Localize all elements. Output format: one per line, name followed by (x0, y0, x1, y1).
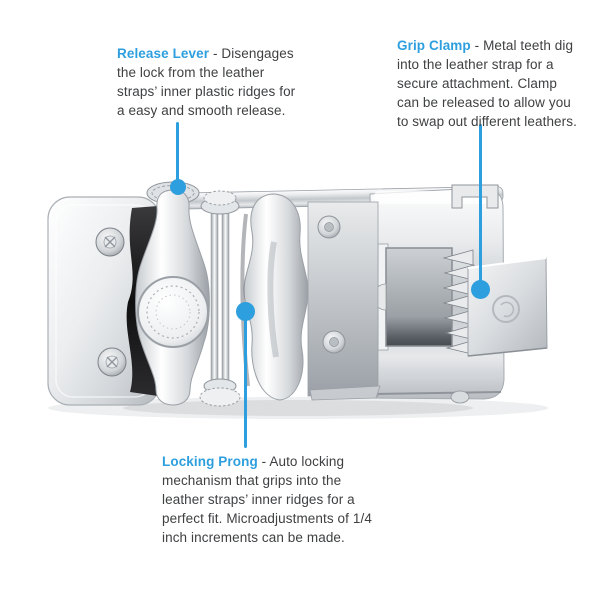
locking-prong-part (242, 194, 308, 400)
rivet (318, 216, 340, 238)
grip-clamp-callout-line (479, 124, 482, 286)
locking-prong-callout-line (244, 312, 247, 448)
release-lever-annotation-title: Release Lever (117, 46, 210, 61)
locking-prong-annotation-body: - Auto locking mechanism that grips into the leather straps’ inner ridges for a perfect fit. Microadjustments of 1/4 inch increments can be made. (162, 454, 372, 545)
rivet (323, 331, 345, 353)
buckle-mid-plate (308, 202, 380, 400)
grip-clamp-annotation-title: Grip Clamp (397, 38, 471, 53)
frame-screw (98, 348, 126, 376)
grip-clamp-annotation-body: - Metal teeth dig into the leather strap for a secure attachment. Clamp can be released to allow you to swap out different leathers. (397, 38, 577, 129)
grip-clamp-annotation (397, 36, 579, 131)
release-lever-annotation (117, 44, 305, 120)
locking-prong-callout-dot (236, 302, 255, 321)
locking-prong-annotation (162, 452, 374, 547)
belt-buckle-photo (40, 172, 570, 424)
release-lever-annotation-body: - Disengages the lock from the leather straps’ inner plastic ridges for a easy and smooth release. (117, 46, 296, 118)
locking-prong-annotation-title: Locking Prong (162, 454, 258, 469)
frame-screw (96, 228, 124, 256)
clamp-window (386, 248, 452, 346)
release-lever-dial (138, 277, 208, 347)
release-lever-callout-dot (170, 179, 186, 195)
release-lever-callout-line (176, 122, 179, 186)
grip-clamp-callout-dot (471, 280, 490, 299)
